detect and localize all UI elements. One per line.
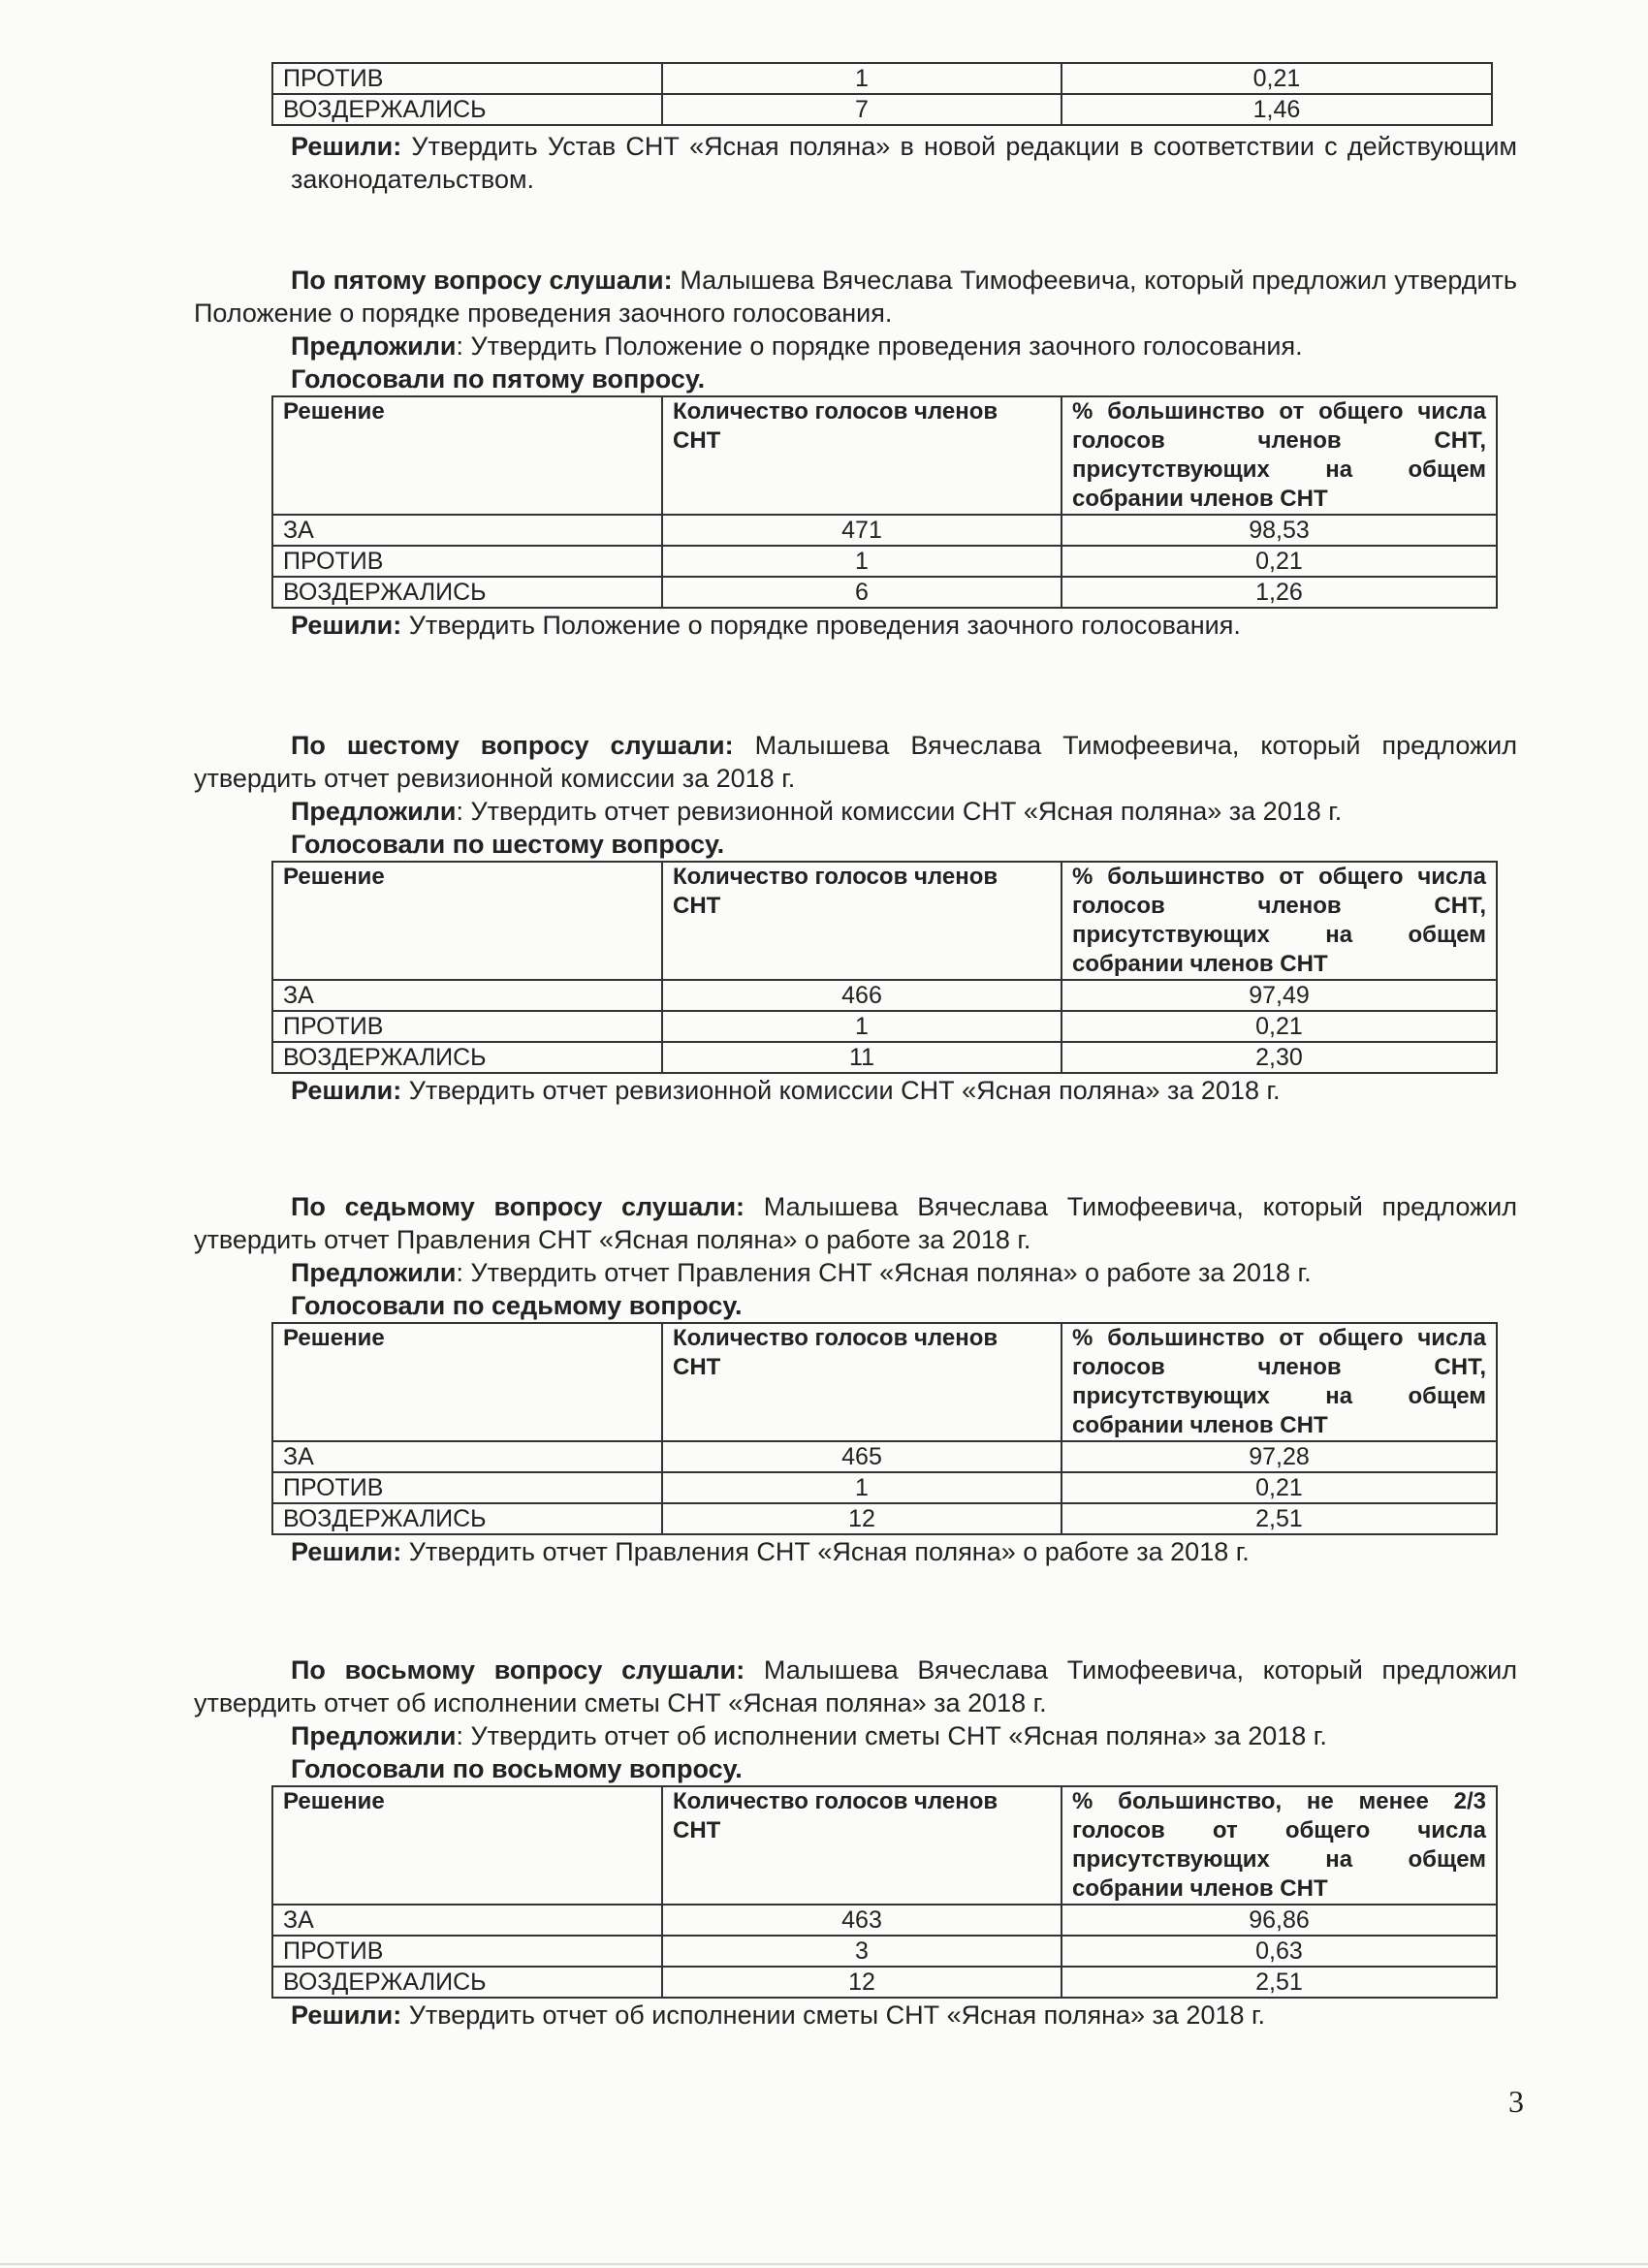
q7-section (194, 1190, 1517, 1568)
row-count: 6 (662, 577, 1062, 608)
row-pct: 0,21 (1062, 1011, 1497, 1042)
row-count: 465 (662, 1441, 1062, 1472)
table-header (272, 1323, 1497, 1441)
row-count: 1 (662, 1011, 1062, 1042)
voted-heading: Голосовали по пятому вопросу. (291, 364, 706, 394)
header-decision: Решение (272, 862, 662, 980)
q8-vote-table (271, 1785, 1498, 1999)
decision-label: Решили: (291, 132, 402, 161)
decision-label: Решили: (291, 2000, 402, 2030)
row-label: ЗА (272, 1441, 662, 1472)
table-row (272, 63, 1492, 94)
row-pct: 1,46 (1062, 94, 1492, 125)
table-header (272, 396, 1497, 515)
table-row (272, 515, 1497, 546)
header-votes: Количество голосов членов СНТ (662, 396, 1062, 515)
row-label: ЗА (272, 515, 662, 546)
table-row (272, 546, 1497, 577)
heard-text: Малышева Вячеслава Тимофеевича, который предложил утвердить отчет Правления СНТ «Ясная поляна» о работе за 2018 г. (194, 1192, 1518, 1254)
table-row (272, 577, 1497, 608)
row-label: ВОЗДЕРЖАЛИСЬ (272, 1042, 662, 1073)
scan-edge-divider (0, 2263, 1648, 2265)
row-pct: 0,21 (1062, 63, 1492, 94)
table-row (272, 1967, 1497, 1998)
row-label: ЗА (272, 980, 662, 1011)
row-label: ПРОТИВ (272, 1472, 662, 1503)
table-row (272, 1441, 1497, 1472)
row-pct: 0,63 (1062, 1936, 1497, 1967)
row-count: 11 (662, 1042, 1062, 1073)
table-row (272, 1503, 1497, 1534)
header-votes: Количество голосов членов СНТ (662, 1786, 1062, 1905)
proposed-label: Предложили (291, 797, 457, 826)
row-count: 7 (662, 94, 1062, 125)
header-percent: % большинство от общего числа голосов членов СНТ, присутствующих на общем собрании членов СНТ (1062, 862, 1497, 980)
q5-vote-table (271, 395, 1498, 609)
proposed-label: Предложили (291, 1258, 457, 1287)
row-pct: 96,86 (1062, 1905, 1497, 1936)
row-label: ПРОТИВ (272, 1011, 662, 1042)
row-pct: 1,26 (1062, 577, 1497, 608)
decision-text: Утвердить Положение о порядке проведения заочного голосования. (401, 611, 1241, 640)
row-count: 1 (662, 546, 1062, 577)
header-votes: Количество голосов членов СНТ (662, 1323, 1062, 1441)
row-label: ЗА (272, 1905, 662, 1936)
q6-section (194, 729, 1517, 1107)
row-pct: 97,28 (1062, 1441, 1497, 1472)
decision-text: Утвердить отчет Правления СНТ «Ясная поляна» о работе за 2018 г. (401, 1537, 1250, 1566)
row-label: ПРОТИВ (272, 546, 662, 577)
q4-vote-table-tail (194, 62, 1517, 126)
row-label: ВОЗДЕРЖАЛИСЬ (272, 94, 662, 125)
voted-heading: Голосовали по восьмому вопросу. (291, 1754, 743, 1783)
header-decision: Решение (272, 1323, 662, 1441)
decision-label: Решили: (291, 1537, 402, 1566)
proposed-text: : Утвердить отчет ревизионной комиссии СНТ «Ясная поляна» за 2018 г. (456, 797, 1343, 826)
row-count: 466 (662, 980, 1062, 1011)
decision-text: Утвердить отчет ревизионной комиссии СНТ «Ясная поляна» за 2018 г. (401, 1076, 1281, 1105)
row-pct: 2,51 (1062, 1503, 1497, 1534)
proposed-text: : Утвердить отчет об исполнении сметы СНТ «Ясная поляна» за 2018 г. (456, 1721, 1327, 1750)
decision-label: Решили: (291, 1076, 402, 1105)
row-pct: 0,21 (1062, 1472, 1497, 1503)
row-pct: 97,49 (1062, 980, 1497, 1011)
header-decision: Решение (272, 396, 662, 515)
heard-label: По пятому вопросу слушали: (291, 266, 673, 295)
table-row (272, 1011, 1497, 1042)
heard-text: Малышева Вячеслава Тимофеевича, который предложил утвердить отчет об исполнении сметы СНТ «Ясная поляна» за 2018 г. (194, 1655, 1518, 1717)
heard-label: По седьмому вопросу слушали: (291, 1192, 745, 1221)
voted-heading: Голосовали по шестому вопросу. (291, 830, 725, 859)
table-header (272, 1786, 1497, 1905)
row-count: 463 (662, 1905, 1062, 1936)
row-label: ПРОТИВ (272, 1936, 662, 1967)
table-row (272, 980, 1497, 1011)
table-row (272, 94, 1492, 125)
row-count: 12 (662, 1967, 1062, 1998)
row-label: ВОЗДЕРЖАЛИСЬ (272, 1967, 662, 1998)
row-count: 12 (662, 1503, 1062, 1534)
proposed-text: : Утвердить отчет Правления СНТ «Ясная поляна» о работе за 2018 г. (456, 1258, 1312, 1287)
table-row (272, 1042, 1497, 1073)
header-percent: % большинство от общего числа голосов членов СНТ, присутствующих на общем собрании членов СНТ (1062, 1323, 1497, 1441)
q8-section (194, 1654, 1517, 2032)
decision-text: Утвердить отчет об исполнении сметы СНТ «Ясная поляна» за 2018 г. (401, 2000, 1266, 2030)
voted-heading: Голосовали по седьмому вопросу. (291, 1291, 743, 1320)
row-label: ВОЗДЕРЖАЛИСЬ (272, 577, 662, 608)
header-percent: % большинство, не менее 2/3 голосов от общего числа присутствующих на общем собрании членов СНТ (1062, 1786, 1497, 1905)
q6-vote-table (271, 861, 1498, 1074)
header-percent: % большинство от общего числа голосов членов СНТ, присутствующих на общем собрании членов СНТ (1062, 396, 1497, 515)
header-decision: Решение (272, 1786, 662, 1905)
row-count: 1 (662, 63, 1062, 94)
table-row (272, 1936, 1497, 1967)
table-header (272, 862, 1497, 980)
row-pct: 0,21 (1062, 546, 1497, 577)
proposed-label: Предложили (291, 331, 457, 361)
heard-label: По восьмому вопросу слушали: (291, 1655, 745, 1685)
q5-section (194, 264, 1517, 642)
row-pct: 2,30 (1062, 1042, 1497, 1073)
q7-vote-table (271, 1322, 1498, 1535)
proposed-text: : Утвердить Положение о порядке проведения заочного голосования. (456, 331, 1303, 361)
row-pct: 98,53 (1062, 515, 1497, 546)
row-count: 471 (662, 515, 1062, 546)
heard-text: Малышева Вячеслава Тимофеевича, который предложил утвердить отчет ревизионной комиссии за 2018 г. (194, 731, 1517, 793)
header-votes: Количество голосов членов СНТ (662, 862, 1062, 980)
row-label: ВОЗДЕРЖАЛИСЬ (272, 1503, 662, 1534)
decision-text: Утвердить Устав СНТ «Ясная поляна» в новой редакции в соответствии с действующим законодательством. (291, 132, 1517, 194)
row-pct: 2,51 (1062, 1967, 1497, 1998)
proposed-label: Предложили (291, 1721, 457, 1750)
heard-label: По шестому вопросу слушали: (291, 731, 734, 760)
row-count: 3 (662, 1936, 1062, 1967)
row-label: ПРОТИВ (272, 63, 662, 94)
q4-decision (194, 130, 1517, 196)
decision-label: Решили: (291, 611, 402, 640)
table-row (272, 1472, 1497, 1503)
page-number: 3 (1508, 2084, 1524, 2119)
table-row (272, 1905, 1497, 1936)
row-count: 1 (662, 1472, 1062, 1503)
heard-text: Малышева Вячеслава Тимофеевича, который предложил утвердить Положение о порядке проведения заочного голосования. (194, 266, 1517, 328)
